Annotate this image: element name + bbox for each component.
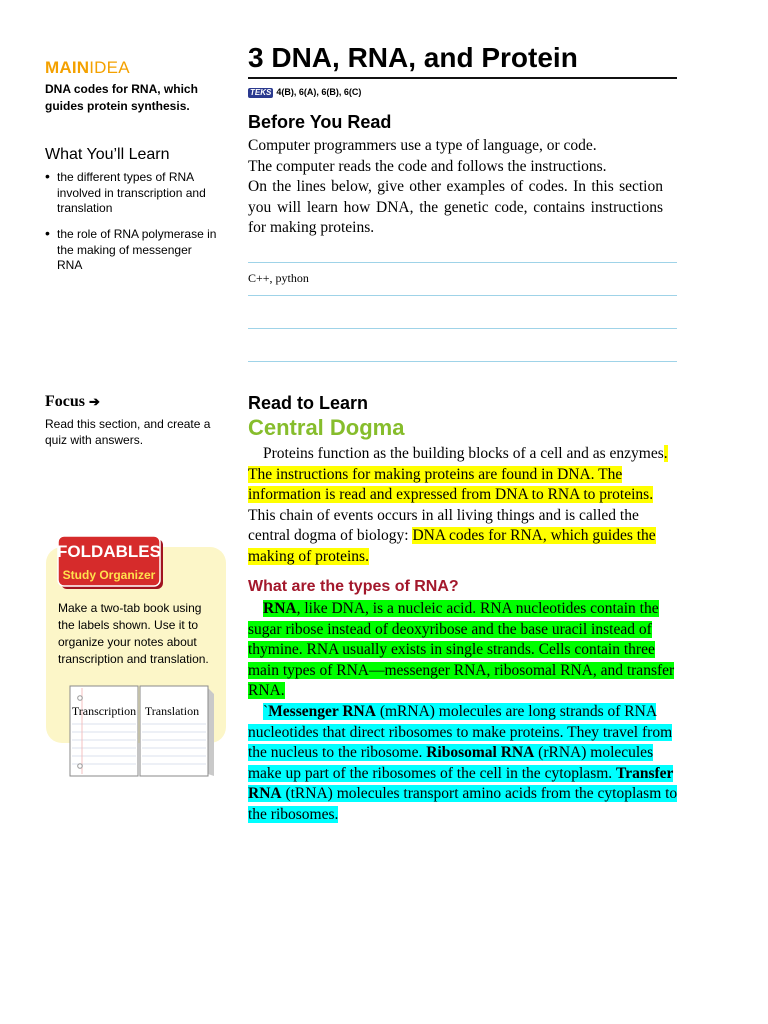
teks-codes: 4(B), 6(A), 6(B), 6(C) bbox=[276, 87, 362, 97]
before-you-read-heading: Before You Read bbox=[248, 112, 392, 132]
arrow-right-icon: ➔ bbox=[89, 394, 100, 409]
term-transfer-rna: Transfer RNA bbox=[248, 764, 674, 802]
question-heading: What are the types of RNA? bbox=[248, 578, 459, 595]
focus-title bbox=[45, 393, 100, 411]
term-messenger-rna: Messenger RNA bbox=[268, 703, 376, 720]
central-dogma-paragraph bbox=[248, 444, 678, 567]
term-rna: RNA bbox=[263, 600, 297, 617]
foldables-logo-text: FOLDABLES bbox=[57, 542, 161, 561]
answer-line[interactable] bbox=[248, 328, 677, 329]
two-tab-book-illustration bbox=[68, 684, 214, 780]
main-idea-label-bold: MAIN bbox=[45, 58, 90, 77]
before-line: The computer reads the code and follows the instructions. bbox=[248, 157, 607, 175]
highlighted-text: , like DNA, is a nucleic acid. RNA nucleotides contain the sugar ribose instead of deoxyribose and the base uracil instead of thymine. RNA usually exists in single strands. Cells contain three main types of RNA—messenger RNA, ribosomal RNA, and transfer RNA. bbox=[248, 600, 675, 699]
highlighted-text: (tRNA) molecules transport amino acids from the cytoplasm to the ribosomes. bbox=[248, 785, 678, 823]
paragraph-text: Proteins function as the building blocks of a cell and as enzymes bbox=[263, 445, 664, 462]
bullet-icon: • bbox=[45, 168, 50, 184]
tab-label-transcription: Transcription bbox=[71, 704, 137, 718]
stray-mark: ` bbox=[263, 703, 269, 720]
foldables-logo bbox=[57, 535, 165, 591]
highlighted-text: . The instructions for making proteins are found in DNA. The information is read and expressed from DNA to RNA to proteins. bbox=[248, 445, 668, 503]
main-idea-title bbox=[45, 58, 130, 78]
main-idea-text: DNA codes for RNA, which guides protein synthesis. bbox=[45, 82, 198, 113]
learn-item-text: the different types of RNA involved in transcription and translation bbox=[57, 170, 206, 215]
focus-text: Read this section, and create a quiz with answers. bbox=[45, 417, 211, 447]
highlighted-text: (rRNA) molecules make up part of the ribosomes of the cell in the cytoplasm. bbox=[248, 744, 654, 782]
bullet-icon: • bbox=[45, 225, 50, 241]
rna-kinds-paragraph bbox=[248, 702, 678, 825]
section-heading: Central Dogma bbox=[248, 415, 405, 440]
before-line: On the lines below, give other examples of codes. In this section you will learn how DNA, the genetic code, contains instructions for making proteins. bbox=[248, 178, 663, 236]
before-line: Computer programmers use a type of language, or code. bbox=[248, 137, 597, 154]
chapter-title: 3 DNA, RNA, and Protein bbox=[248, 42, 578, 73]
answer-text[interactable]: C++, python bbox=[248, 271, 309, 285]
before-you-read-text bbox=[248, 136, 663, 239]
answer-line bbox=[248, 262, 677, 263]
focus-label: Focus bbox=[45, 393, 85, 410]
learn-item bbox=[45, 227, 220, 274]
answer-line[interactable] bbox=[248, 295, 677, 296]
highlighted-text: (mRNA) molecules are long strands of RNA nucleotides that direct ribosomes to make proteins. They travel from the nucleus to the ribosome. bbox=[248, 703, 673, 761]
rna-types-paragraph bbox=[248, 599, 678, 702]
title-rule bbox=[248, 77, 677, 79]
read-to-learn-heading: Read to Learn bbox=[248, 393, 369, 413]
learn-item bbox=[45, 170, 220, 217]
what-youll-learn-heading: What You’ll Learn bbox=[45, 146, 170, 163]
foldables-logo-subtext: Study Organizer bbox=[62, 568, 156, 582]
highlighted-text: DNA codes for RNA, which guides the making of proteins. bbox=[248, 527, 656, 565]
term-ribosomal-rna: Ribosomal RNA bbox=[426, 744, 535, 761]
foldables-instructions: Make a two-tab book using the labels shown. Use it to organize your notes about transcription and translation. bbox=[58, 601, 209, 666]
main-idea-label: IDEA bbox=[89, 58, 130, 77]
tab-label-translation: Translation bbox=[144, 704, 200, 718]
paragraph-text: This chain of events occurs in all living things and is called the central dogma of biology: bbox=[248, 506, 639, 544]
teks-standards bbox=[248, 87, 361, 98]
answer-line[interactable] bbox=[248, 361, 677, 362]
learn-item-text: the role of RNA polymerase in the making of messenger RNA bbox=[57, 227, 217, 272]
teks-logo-icon: TEKS bbox=[250, 88, 272, 97]
